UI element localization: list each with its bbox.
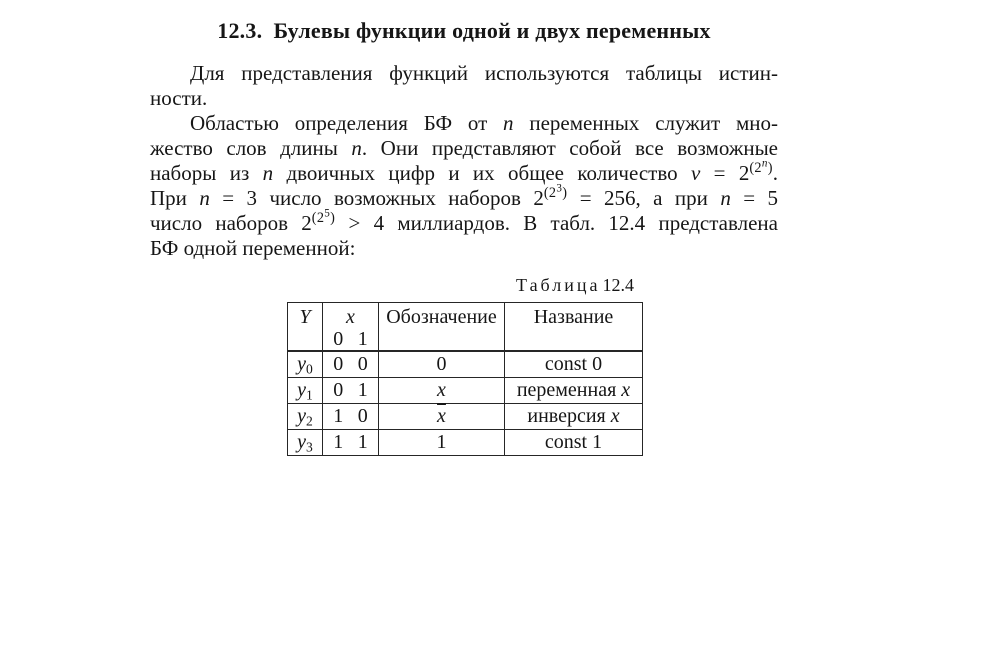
section-title: 12.3. Булевы функции одной и двух переменных — [217, 18, 711, 43]
truth-value-0: 1 — [333, 404, 344, 427]
header-cell-x — [323, 303, 379, 352]
text-run: = 3 число возможных наборов 2 — [209, 186, 544, 210]
notation-cell — [379, 403, 505, 429]
table-caption — [287, 275, 642, 295]
row-label: $y_0$ — [297, 352, 313, 377]
notation-cell: 0 — [379, 351, 505, 377]
table-header-row — [288, 303, 643, 352]
exponent-close: ) — [767, 160, 773, 177]
paragraph-intro — [150, 61, 778, 111]
name-cell: const 1 — [505, 429, 643, 455]
text-line — [150, 111, 778, 136]
name-cell: инверсия x — [505, 403, 643, 429]
text-run: При — [150, 186, 200, 210]
row-label-cell — [288, 351, 323, 377]
truth-value-0: 1 — [333, 430, 344, 453]
text-run: жество слов длины — [150, 136, 352, 160]
header-cell-notation: Обозначение — [379, 303, 505, 352]
table-row-y2 — [288, 403, 643, 429]
text-run: число наборов 2 — [150, 211, 312, 235]
text-run: двоичных цифр и их общее количество — [273, 161, 691, 185]
text-run: ности. — [150, 86, 208, 110]
text-run: БФ одной переменной: — [150, 236, 356, 260]
inverted-x: $\overline{x}$ — [437, 404, 446, 427]
header-x0: 0 — [333, 328, 344, 350]
text-run: . Они представляют собой все возможные — [361, 136, 779, 160]
text-run: = 256, а при — [567, 186, 721, 210]
math-variable: n — [351, 136, 362, 160]
exponent-open: (2 — [543, 185, 557, 202]
math-variable: n — [262, 161, 274, 185]
text-line — [150, 157, 778, 186]
caption-word: Таблица — [516, 275, 601, 295]
row-label: $y_2$ — [297, 404, 313, 428]
exponent-inner: 5 — [324, 207, 331, 220]
text-line — [150, 207, 778, 236]
exponent-close: ) — [562, 185, 568, 202]
header-cell-name: Название — [505, 303, 643, 352]
exponent-open: (2 — [749, 160, 762, 177]
text-run: переменных служит мно- — [513, 111, 778, 135]
table-row-y3 — [288, 429, 643, 455]
header-x1: 1 — [357, 328, 368, 350]
table-row-y1 — [288, 377, 643, 403]
row-label-cell — [288, 377, 323, 403]
math-variable: n — [199, 186, 210, 210]
text-run: > 4 миллиардов. В табл. 12.4 представлена — [335, 211, 778, 235]
exponent-group — [543, 182, 568, 202]
name-cell: переменная x — [505, 377, 643, 403]
text-run: наборы из — [150, 161, 263, 185]
truth-value-1: 1 — [357, 378, 368, 401]
name-cell: const 0 — [505, 351, 643, 377]
content-column — [150, 18, 778, 456]
header-cell-y — [288, 303, 323, 352]
truth-table — [287, 302, 643, 456]
truth-value-0: 0 — [333, 378, 344, 401]
exponent-close: ) — [330, 210, 336, 227]
row-label: $y_1$ — [297, 378, 313, 402]
exponent-open: (2 — [311, 210, 325, 227]
truth-values-cell — [323, 429, 379, 455]
math-variable: n — [720, 186, 731, 210]
exponent-group — [749, 157, 773, 177]
table-row-y0 — [288, 351, 643, 377]
text-run: . — [772, 161, 778, 185]
text-line — [150, 182, 779, 211]
truth-values-cell — [323, 403, 379, 429]
math-variable: x — [621, 378, 631, 401]
text-run: Областью определения БФ от — [190, 111, 504, 135]
truth-values-cell — [323, 377, 379, 403]
header-x-values — [323, 328, 378, 350]
row-label: $y_3$ — [297, 430, 313, 454]
notation-cell: 1 — [379, 429, 505, 455]
truth-value-1: 1 — [357, 430, 368, 453]
row-label-cell — [288, 403, 323, 429]
table-block — [287, 275, 642, 456]
text-run: Для представления функций используются таблицы истин- — [190, 61, 778, 85]
row-label-cell — [288, 429, 323, 455]
math-variable-nu: ν — [690, 161, 701, 185]
caption-number: 12.4 — [602, 275, 634, 295]
header-y-label: Y — [299, 306, 311, 328]
text-line — [150, 136, 778, 161]
truth-values-cell — [323, 351, 379, 377]
math-variable: x — [610, 404, 620, 427]
text-line — [150, 61, 778, 86]
text-run: = 5 — [730, 186, 779, 210]
truth-value-0: 0 — [333, 352, 344, 375]
exponent-group — [311, 207, 336, 227]
truth-value-1: 0 — [357, 352, 368, 375]
header-x-label: x — [346, 306, 355, 328]
exponent-inner: n — [761, 157, 768, 170]
text-run: = 2 — [700, 161, 750, 185]
truth-value-1: 0 — [357, 404, 368, 427]
notation-cell: x — [379, 377, 505, 403]
math-variable: n — [503, 111, 514, 135]
exponent-inner: 3 — [556, 182, 563, 195]
paragraph-domain — [150, 111, 778, 261]
